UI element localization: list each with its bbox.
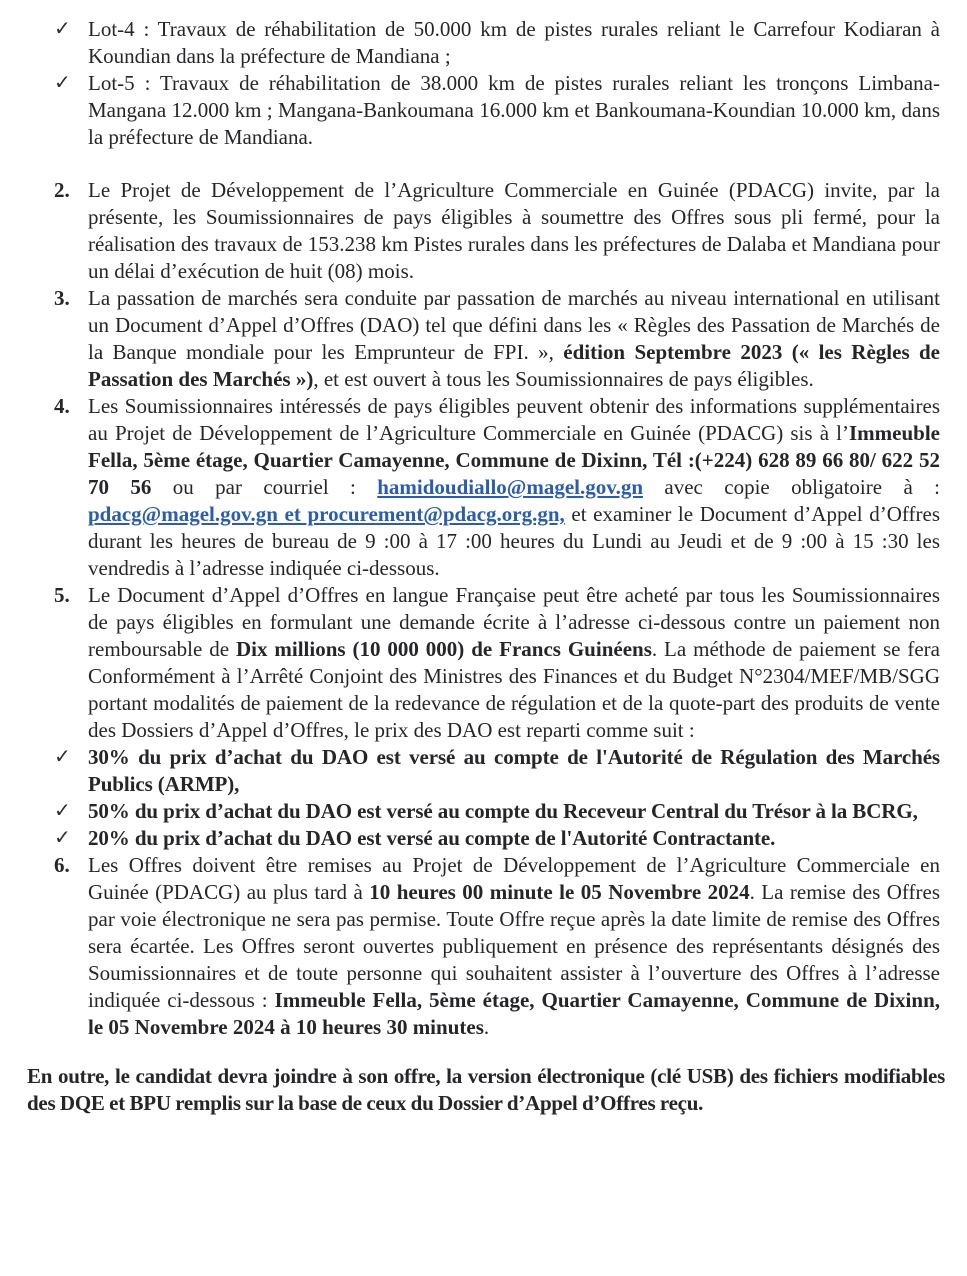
bullet-item-30pct [0,744,967,798]
text-segment: 10 heures 00 minute le 05 Novembre 2024 [369,880,750,904]
item-number: 2. [54,178,70,202]
bullet-item-lot4 [0,16,967,70]
text-segment: édition Septembre 2023 (« les Règles de Passation des Marchés ») [88,340,941,391]
closing-paragraph [0,1063,967,1117]
email-link[interactable]: hamidoudiallo@magel.gov.gn [377,475,644,499]
text-segment: , et est ouvert à tous les Soumissionnaires de pays éligibles. [313,367,814,391]
check-icon: ✓ [54,800,71,822]
text-segment: Dix millions (10 000 000) de Francs Guinéens [235,637,652,661]
item-text [88,583,940,742]
text-segment: 20% du prix d’achat du DAO est versé au compte de l'Autorité Contractante. [88,826,776,850]
text-segment: . [483,1015,490,1039]
item-number: 4. [54,394,70,418]
check-icon: ✓ [54,18,71,40]
item-text [88,853,940,1039]
bullet-item-50pct [0,798,967,825]
text-segment: Le Projet de Développement de l’Agriculture Commerciale en Guinée (PDACG) invite, par la présente, les Soumissionnaires de pays éligibles à soumettre des Offres sous pli fermé, pour la réalisation des travaux de 153.238 km Pistes rurales dans les préfectures de Dalaba et Mandiana pour un délai d’exécution de huit (08) mois. [88,178,940,283]
numbered-item-2 [0,177,967,285]
text-segment: avec copie obligatoire à : [643,475,940,499]
email-link[interactable]: pdacg@magel.gov.gn et procurement@pdacg.org.gn, [88,502,565,526]
item-text [88,71,940,149]
text-segment: 50% du prix d’achat du DAO est versé au compte du Receveur Central du Trésor à la BCRG, [88,799,918,823]
text-segment: 30% du prix d’achat du DAO est versé au compte de l'Autorité de Régulation des Marchés Publics (ARMP), [88,745,940,796]
text-segment: Les Offres doivent être remises au Projet de Développement de l’Agriculture Commerciale en Guinée (PDACG) au plus tard à [88,853,940,904]
item-number: 3. [54,286,70,310]
text-segment: La passation de marchés sera conduite par passation de marchés au niveau international en utilisant un Document d’Appel d’Offres (DAO) tel que défini dans les « Règles des Passation de Marchés de la Banque mondiale pour les Emprunteur de FPI. », [88,286,940,364]
text-segment: Immeuble Fella, 5ème étage, Quartier Camayenne, Commune de Dixinn, le 05 Novembre 2024 à 10 heures 30 minutes [88,988,940,1039]
text-segment: Le Document d’Appel d’Offres en langue Française peut être acheté par tous les Soumissionnaires de pays éligibles en formulant une demande écrite à l’adresse ci-dessous contre un paiement non remboursable de [88,583,940,661]
check-icon: ✓ [54,72,71,94]
text-segment: ou par courriel : [151,475,378,499]
text-segment: et examiner le Document d’Appel d’Offres durant les heures de bureau de 9 :00 à 17 :00 heures du Lundi au Jeudi et de 9 :00 à 15 :30 les vendredis à l’adresse indiquée ci-dessous. [88,502,940,580]
text-segment: Lot-5 : Travaux de réhabilitation de 38.000 km de pistes rurales reliant les tronçons Limbana-Mangana 12.000 km ; Mangana-Bankoumana 16.000 km et Bankoumana-Koundian 10.000 km, dans la préfecture de Mandiana. [88,71,940,149]
item-number: 6. [54,853,70,877]
item-text [88,745,940,796]
item-text [88,799,918,823]
check-icon: ✓ [54,746,71,768]
item-text [88,286,940,391]
text-segment: Les Soumissionnaires intéressés de pays éligibles peuvent obtenir des informations supplémentaires au Projet de Développement de l’Agriculture Commerciale en Guinée (PDACG) sis à l’ [88,394,940,445]
item-text [88,17,940,68]
closing-text [27,1064,945,1115]
text-segment: . La méthode de paiement se fera Conformément à l’Arrêté Conjoint des Ministres des Finances et du Budget N°2304/MEF/MB/SGG portant modalités de paiement de la redevance de régulation et de la quote-part des produits de vente des Dossiers d’Appel d’Offres, le prix des DAO est reparti comme suit : [88,637,940,742]
numbered-item-4 [0,393,967,582]
text-segment: Immeuble Fella, 5ème étage, Quartier Camayenne, Commune de Dixinn, Tél :(+224) 628 89 66 80/ 622 52 70 56 [88,421,940,499]
item-text [88,826,775,850]
numbered-item-6 [0,852,967,1041]
check-icon: ✓ [54,827,71,849]
numbered-item-3 [0,285,967,393]
item-text [88,178,940,283]
text-segment: En outre, le candidat devra joindre à son offre, la version électronique (clé USB) des fichiers modifiables des DQE et BPU remplis sur la base de ceux du Dossier d’Appel d’Offres reçu. [27,1064,945,1115]
numbered-item-5 [0,582,967,744]
text-segment: Lot-4 : Travaux de réhabilitation de 50.000 km de pistes rurales reliant le Carrefour Kodiaran à Koundian dans la préfecture de Mandiana ; [88,17,940,68]
bullet-item-lot5 [0,70,967,151]
text-segment: . La remise des Offres par voie électronique ne sera pas permise. Toute Offre reçue après la date limite de remise des Offres sera écartée. Les Offres seront ouvertes publiquement en présence des représentants désignés des Soumissionnaires et de toute personne qui souhaitent assister à l’ouverture des Offres à l’adresse indiquée ci-dessous : [88,880,940,1012]
item-text [88,394,940,580]
bullet-item-20pct [0,825,967,852]
item-number: 5. [54,583,70,607]
